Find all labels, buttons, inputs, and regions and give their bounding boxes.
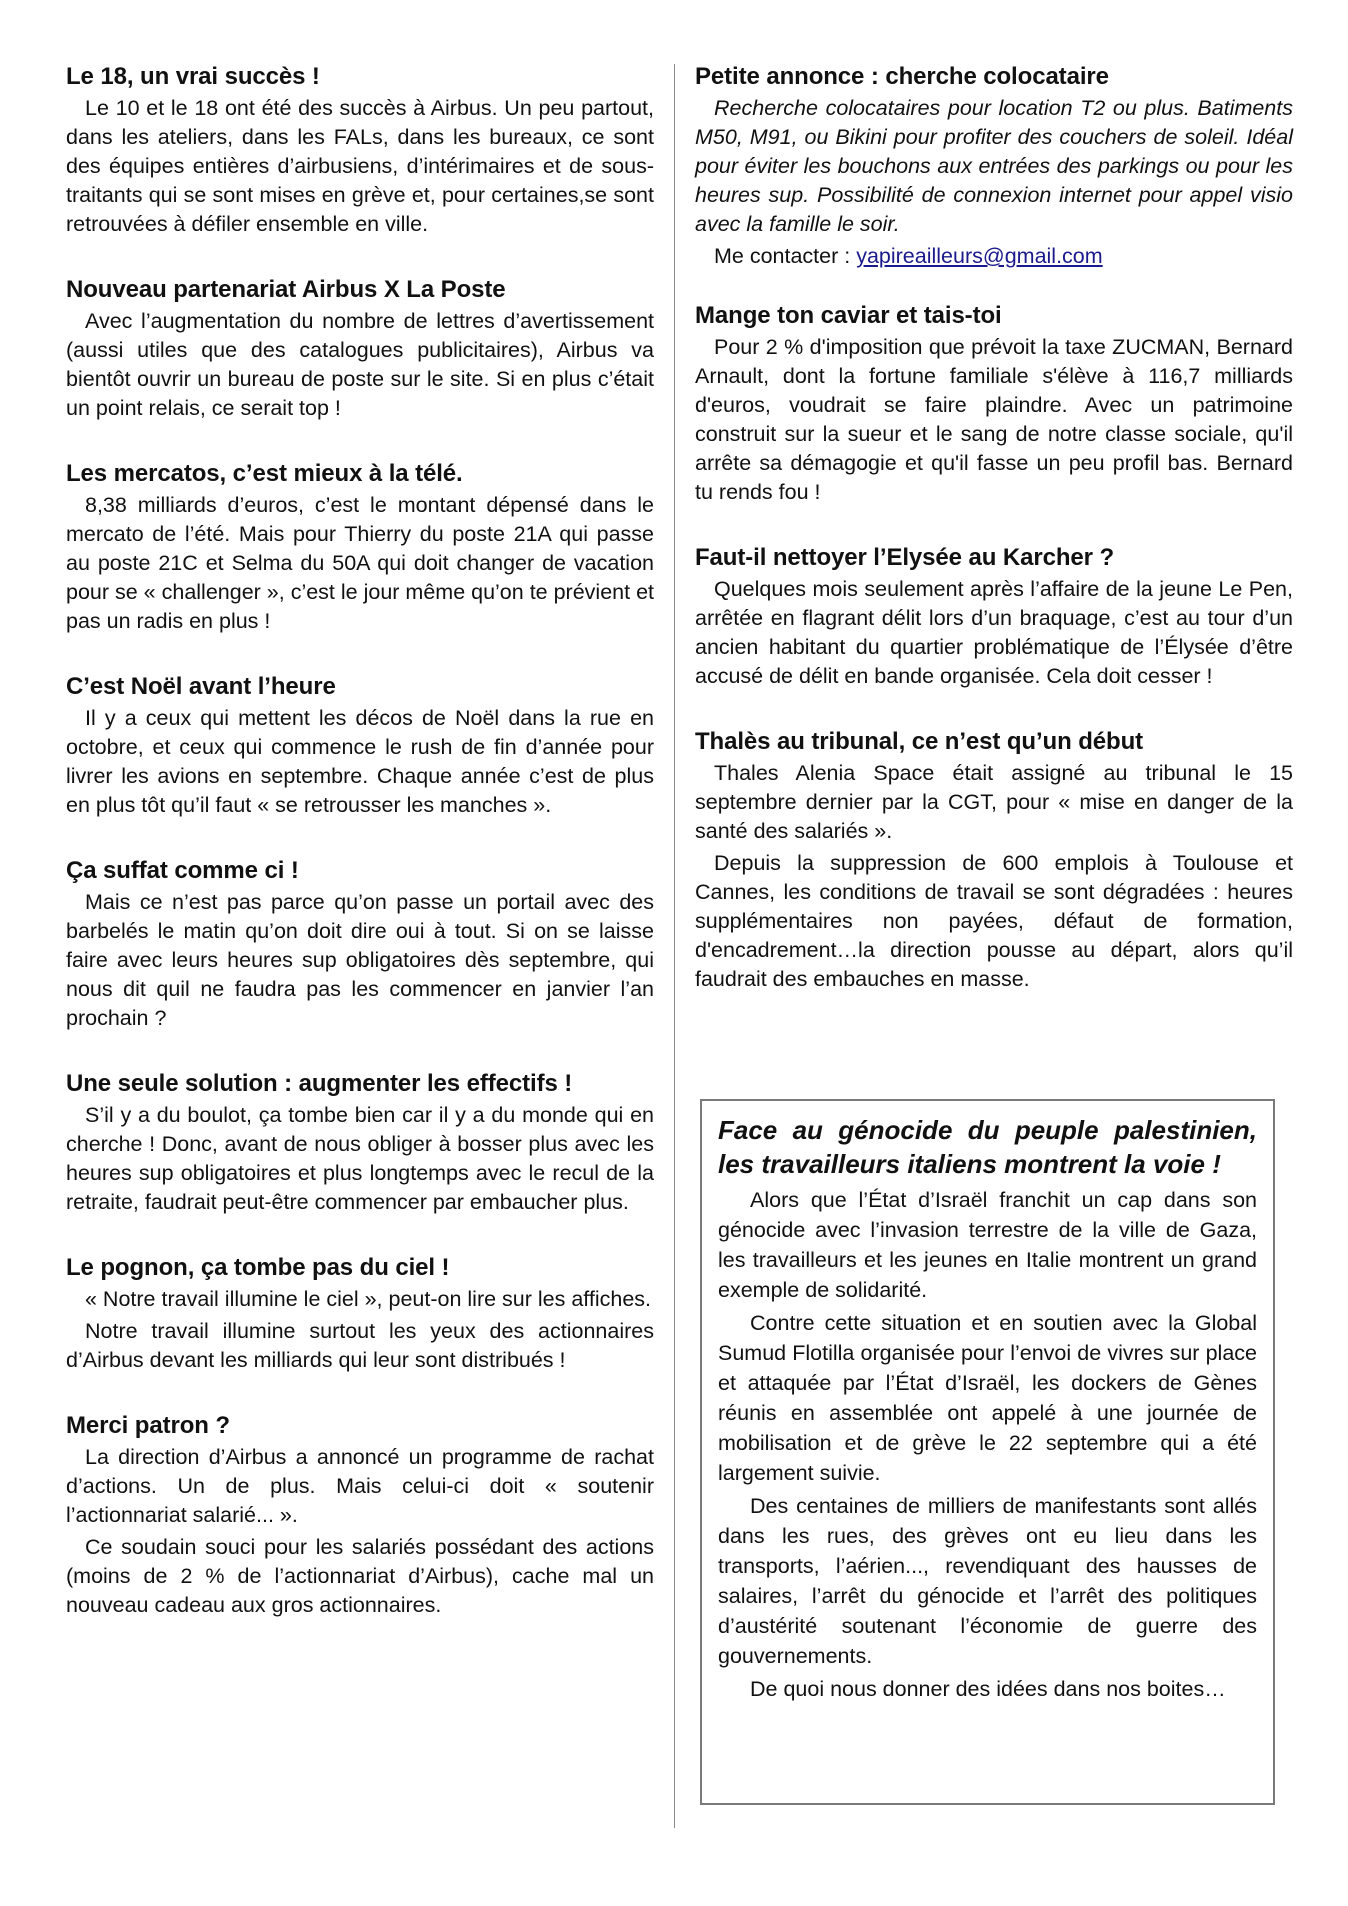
- article-title: Faut-il nettoyer l’Elysée au Karcher ?: [695, 544, 1115, 571]
- article-paragraph: Thales Alenia Space était assigné au tribunal le 15 septembre dernier par la CGT, pour « mise en danger de la santé des salariés ».: [695, 761, 1293, 843]
- article-paragraph: 8,38 milliards d’euros, c’est le montant dépensé dans le mercato de l’été. Mais pour Thierry du poste 21A qui passe au poste 21C et Selma du 50A qui doit changer de vacation pour se « challenger », c’est le jour même qu’on te prévient et pas un radis en plus !: [66, 493, 654, 633]
- article-thales: [695, 727, 1293, 994]
- article-paragraph: Depuis la suppression de 600 emplois à Toulouse et Cannes, les conditions de travail se sont dégradées : heures supplémentaires non payées, défaut de formation, d'encadrement…la direction pousse au départ, alors qu’il faudrait des embauches en masse.: [695, 851, 1293, 991]
- article-caviar: [695, 301, 1293, 507]
- article-title: Nouveau partenariat Airbus X La Poste: [66, 276, 506, 303]
- article-paragraph: Mais ce n’est pas parce qu’on passe un portail avec des barbelés le matin qu’on doit dire oui à tout. Si on se laisse faire avec leurs heures sup obligatoires dès septembre, qui nous dit quil ne faudra pas les commencer en janvier l’an prochain ?: [66, 890, 654, 1030]
- article-la-poste: [66, 275, 654, 423]
- article-title: Thalès au tribunal, ce n’est qu’un début: [695, 728, 1144, 755]
- article-mercatos: [66, 459, 654, 636]
- article-title: Les mercatos, c’est mieux à la télé.: [66, 460, 463, 487]
- article-title: Ça suffat comme ci !: [66, 857, 299, 884]
- article-ca-suffat: [66, 856, 654, 1033]
- article-elysee: [695, 543, 1293, 691]
- article-le-18: [66, 62, 654, 239]
- column-divider: [674, 64, 675, 1828]
- right-column: [695, 62, 1293, 1030]
- article-paragraph: Pour 2 % d'imposition que prévoit la taxe ZUCMAN, Bernard Arnault, dont la fortune familiale s'élève à 116,7 milliards d'euros, voudrait se faire plaindre. Avec un patrimoine construit sur la sueur et le sang de notre classe sociale, qu'il arrête sa démagogie et qu'il fasse un peu profil bas. Bernard tu rends fou !: [695, 335, 1293, 504]
- contact-label: Me contacter :: [714, 244, 857, 268]
- ad-text: Recherche colocataires pour location T2 ou plus. Batiments M50, M91, ou Bikini pour profiter des couchers de soleil. Idéal pour éviter les bouchons aux entrées des parkings ou pour les heures sup. Possibilité de connexion internet pour appel visio avec la famille le soir.: [695, 96, 1293, 236]
- article-paragraph: Avec l’augmentation du nombre de lettres d’avertissement (aussi utiles que des catalogues publicitaires), Airbus va bientôt ouvrir un bureau de poste sur le site. Si en plus c’était un point relais, ce serait top !: [66, 309, 654, 420]
- article-paragraph: S’il y a du boulot, ça tombe bien car il y a du monde qui en cherche ! Donc, avant de nous obliger à bosser plus avec les heures sup obligatoires et plus longtemps avec le recul de la retraite, faudrait peut-être commencer par embaucher plus.: [66, 1103, 654, 1214]
- article-paragraph: Le 10 et le 18 ont été des succès à Airbus. Un peu partout, dans les ateliers, dans les FALs, dans les bureaux, ce sont des équipes entières d’airbusiens, d’intérimaires et de sous-traitants qui se sont mises en grève et, pour certaines,se sont retrouvées à défiler ensemble en ville.: [66, 96, 654, 236]
- box-paragraph: De quoi nous donner des idées dans nos boites…: [750, 1677, 1226, 1701]
- article-title: Le pognon, ça tombe pas du ciel !: [66, 1254, 450, 1281]
- article-title: Merci patron ?: [66, 1412, 230, 1439]
- article-paragraph: Ce soudain souci pour les salariés possédant des actions (moins de 2 % de l’actionnariat d’Airbus), cache mal un nouveau cadeau aux gros actionnaires.: [66, 1535, 654, 1617]
- article-merci-patron: [66, 1411, 654, 1620]
- article-title: C’est Noël avant l’heure: [66, 673, 336, 700]
- box-title: Face au génocide du peuple palestinien, les travailleurs italiens montrent la voie !: [718, 1115, 1257, 1179]
- article-paragraph: « Notre travail illumine le ciel », peut-on lire sur les affiches.: [85, 1287, 652, 1311]
- article-paragraph: Il y a ceux qui mettent les décos de Noël dans la rue en octobre, et ceux qui commence le rush de fin d’année pour livrer les avions en septembre. Chaque année c’est de plus en plus tôt qu’il faut « se retrousser les manches ».: [66, 706, 654, 817]
- box-paragraph: Contre cette situation et en soutien avec la Global Sumud Flotilla organisée pour l’envoi de vivres sur place et attaquée par l’État d’Israël, les dockers de Gènes réunis en assemblée ont appelé à une journée de mobilisation et de grève le 22 septembre qui a été largement suivie.: [718, 1311, 1257, 1485]
- article-petite-annonce: [695, 62, 1293, 271]
- article-noel: [66, 672, 654, 820]
- article-paragraph: La direction d’Airbus a annoncé un programme de rachat d’actions. Un de plus. Mais celui-ci doit « soutenir l’actionnariat salarié... ».: [66, 1445, 654, 1527]
- left-column: [66, 62, 654, 1656]
- article-title: Une seule solution : augmenter les effectifs !: [66, 1070, 573, 1097]
- boxed-article-palestine: [700, 1099, 1275, 1805]
- box-paragraph: Des centaines de milliers de manifestants sont allés dans les rues, des grèves ont eu lieu dans les transports, l’aérien..., revendiquant des hausses de salaires, l’arrêt du génocide et l’arrêt des politiques d’austérité soutenant l’économie de guerre des gouvernements.: [718, 1494, 1257, 1668]
- ad-contact: [695, 242, 1293, 271]
- box-paragraph: Alors que l’État d’Israël franchit un cap dans son génocide avec l’invasion terrestre de la ville de Gaza, les travailleurs et les jeunes en Italie montrent un grand exemple de solidarité.: [718, 1188, 1257, 1302]
- article-title: Mange ton caviar et tais-toi: [695, 302, 1002, 329]
- article-title: Le 18, un vrai succès !: [66, 63, 320, 90]
- article-pognon: [66, 1253, 654, 1375]
- article-effectifs: [66, 1069, 654, 1217]
- contact-email-link[interactable]: yapireailleurs@gmail.com: [856, 244, 1103, 268]
- article-title: Petite annonce : cherche colocataire: [695, 63, 1109, 90]
- article-paragraph: Quelques mois seulement après l’affaire de la jeune Le Pen, arrêtée en flagrant délit lors d’un braquage, c’est au tour d’un ancien habitant du quartier problématique de l’Élysée d’être accusé de délit en bande organisée. Cela doit cesser !: [695, 577, 1293, 688]
- article-paragraph: Notre travail illumine surtout les yeux des actionnaires d’Airbus devant les milliards qui leur sont distribués !: [66, 1319, 654, 1372]
